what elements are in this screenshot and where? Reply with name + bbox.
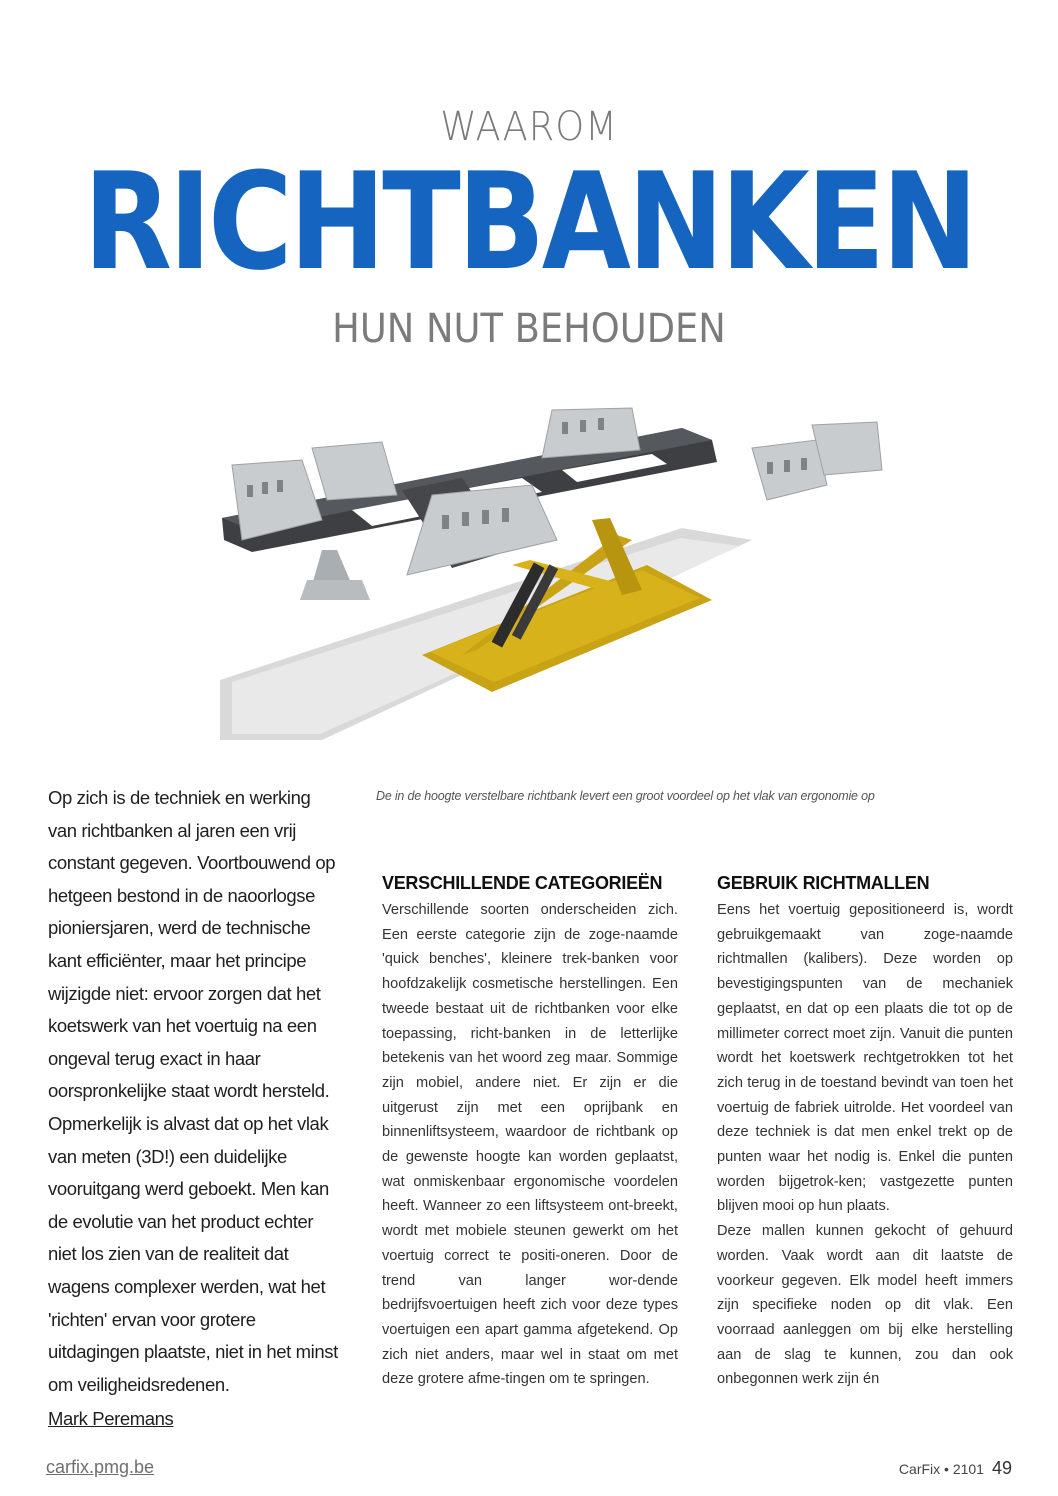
issue-label: CarFix • 2101 [898,1461,984,1477]
column-heading: GEBRUIK RICHTMALLEN [717,873,930,893]
author-link[interactable]: Mark Peremans [48,1408,174,1430]
column-categories [382,873,678,1392]
headline-title: RICHTBANKEN [83,144,975,300]
column-paragraph: Deze mallen kunnen gekocht of gehuurd worden. Vaak wordt aan dit laatste de voorkeur gegeven. Elk model heeft immers zijn specifieke noden op dit vlak. Een voorraad aanleggen om bij elke herstelling aan de slag te kunnen, zou dan ook onbegonnen werk zijn én [717,1223,1013,1388]
footer-issue [899,1458,1012,1479]
kicker-title: WAAROM [440,104,618,150]
column-paragraph: Verschillende soorten onderscheiden zich. Een eerste categorie zijn de zoge-naamde 'quick benches', kleinere trek-banken voor hoofdzakelijk cosmetische herstellingen. Een tweede bestaat uit de richtbanken voor elke toepassing, richt-banken in de letterlijke betekenis van het woord zeg maar. Sommige zijn mobiel, andere niet. Er zijn er die uitgerust zijn met een oprijbank en binnenliftsysteem, waardoor de richtbank op de gewenste hoogte kan worden geplaatst, wat onmiskenbaar ergonomische voordelen heeft. Wanneer zo een liftsysteem ont-breekt, wordt met mobiele steunen gewerkt om het voertuig correct te positi-oneren. Door de trend van langer wor-dende bedrijfsvoertuigen heeft zich voor deze types voertuigen een apart gamma afgetekend. Op zich niet anders, maar wel in staat om met deze grotere afme-tingen om te springen. [382,902,678,1388]
ramp-back [542,408,640,458]
column-richtmallen [717,873,1013,1392]
straightening-bench-illustration [212,400,902,740]
column-paragraph: Eens het voertuig gepositioneerd is, wordt gebruikgemaakt van zoge-naamde richtmallen (kalibers). Deze worden op bevestigingspunten van de mechaniek geplaatst, en dat op een plaats die tot op de millimeter correct moet zijn. Vanuit die punten wordt het koetswerk rechtgetrokken tot het zich terug in de toestand bevindt van toen het voertuig de fabriek uitrolde. Het voordeel van deze techniek is dat men enkel trekt op de punten waar het nodig is. Enkel die punten worden bijgetrok-ken; vastgezette punten blijven mooi op hun plaats. [717,902,1013,1215]
intro-text-block [48,782,340,1436]
intro-paragraph: Op zich is de techniek en werking van richtbanken al jaren een vrij constant gegeven. Voortbouwend op hetgeen bestond in de naoorlogse pioniersjaren, werd de technische kant efficiënter, maar het principe wijzigde niet: ervoor zorgen dat het koetswerk van het voertuig na een ongeval terug exact in haar oorspronkelijke staat wordt hersteld. Opmerkelijk is alvast dat op het vlak van meten (3D!) een duidelijke vooruitgang werd geboekt. Men kan de evolutie van het product echter niet los zien van de realiteit dat wagens complexer werden, wat het 'richten' ervan voor grotere uitdagingen plaatste, niet in het minst om veiligheidsredenen. [48,787,338,1395]
column-heading: VERSCHILLENDE CATEGORIEËN [382,873,663,893]
ramp-right-far [812,422,882,475]
ramp-left-rear [312,442,397,500]
subhead-title: HUN NUT BEHOUDEN [332,306,726,352]
image-caption: De in de hoogte verstelbare richtbank levert een groot voordeel op het vlak van ergonomie op [376,789,875,803]
website-link[interactable]: carfix.pmg.be [46,1457,155,1477]
page-number: 49 [991,1458,1012,1478]
support-leg [312,550,352,585]
